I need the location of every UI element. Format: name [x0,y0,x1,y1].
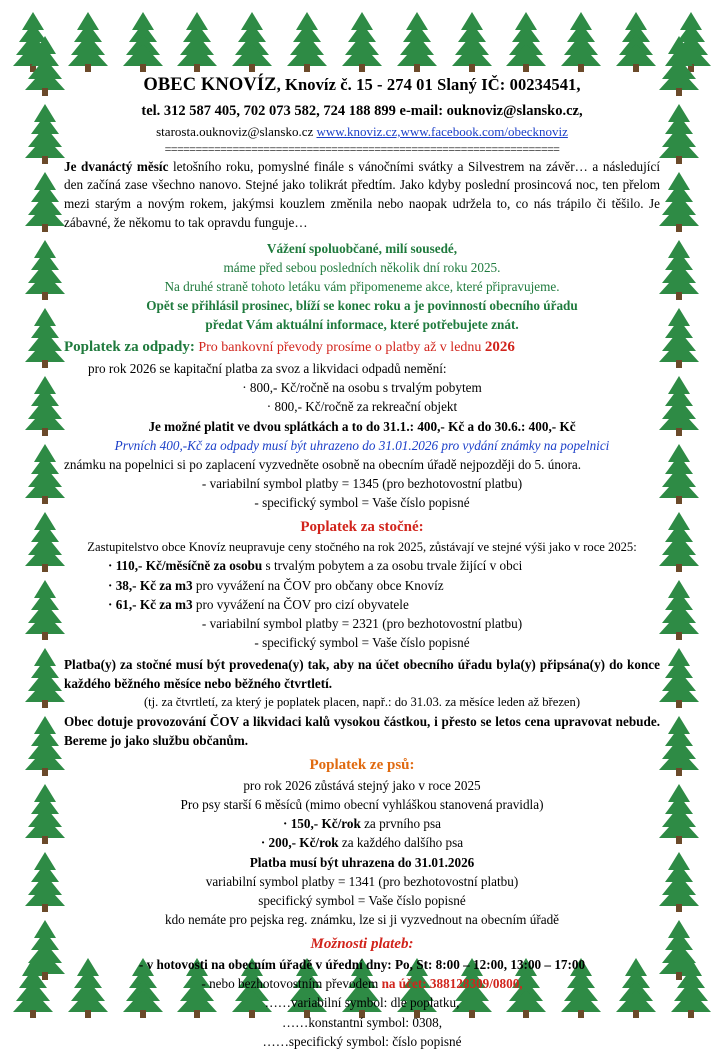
sewage-fee-bullet-2 [64,576,660,595]
fir-tree-icon [339,10,385,72]
sewage-bullet-3-amount: · 61,- Kč za m3 [108,596,193,612]
waste-fee-title [64,337,660,359]
payment-transfer-line [64,974,660,993]
sewage-subsidy-note: Obec dotuje provozování ČOV a likvidaci kalů vysokou částkou, i přesto se letos cena upravovat nebude. Bereme jo jako službu občanům. [64,713,660,748]
contact-web-line [64,122,660,142]
sewage-bullet-2-desc: pro vyvážení na ČOV pro občany obce Knovíz [192,577,444,593]
sewage-payment-deadline: Platba(y) za stočné musí být provedena(y) tak, aby na účet obecního úřadu byla(y) připsána(y) do konce každého běžného měsíce nebo běžného čtvrtletí. [64,657,660,692]
greeting-line-2: máme před sebou posledních několik dní roku 2025. [223,259,501,275]
fir-tree-icon [229,10,275,72]
fir-tree-icon [22,782,68,844]
waste-fee-bullet-2: · 800,- Kč/ročně za rekreační objekt [266,399,458,415]
waste-fee-specific-symbol: - specifický symbol = Vaše číslo popisné [254,495,470,511]
fir-tree-icon [394,10,440,72]
fir-tree-icon [284,10,330,72]
fir-tree-icon [22,374,68,436]
dog-fee-variable-symbol: variabilní symbol platby = 1341 (pro bezhotovostní platbu) [205,873,519,889]
fir-tree-icon [558,10,604,72]
fir-tree-icon [120,10,166,72]
waste-fee-line-1: pro rok 2026 se kapitační platba za svoz a likvidaci odpadů nemění: [88,361,447,377]
fir-tree-icon [656,102,702,164]
fir-tree-icon [656,782,702,844]
tree-border-top [0,6,724,76]
sewage-bullet-1-amount: · 110,- Kč/měsíčně za osobu [108,558,263,574]
fir-tree-icon [656,714,702,776]
dog-tag-info: kdo nemáte pro pejska reg. známku, lze si ji vyzvednout na obecním úřadě [164,911,560,927]
payment-transfer-prefix: - nebo bezhotovostním převodem [201,976,382,992]
intro-lead: Je dvanáctý měsíc [64,158,169,174]
fir-tree-icon [22,442,68,504]
fir-tree-icon [174,10,220,72]
fir-tree-icon [503,10,549,72]
fir-tree-icon [22,578,68,640]
fir-tree-icon [22,238,68,300]
fir-tree-icon [22,34,68,96]
fir-tree-icon [22,510,68,572]
dog-fee-line-2: Pro psy starší 6 měsíců (mimo obecní vyhláškou stanovená pravidla) [180,797,544,813]
dog-fee-specific-symbol: specifický symbol = Vaše číslo popisné [258,892,466,908]
contact-phones: tel. 312 587 405, 702 073 582, 724 188 899 e-mail: ouknoviz@slansko.cz, [141,102,583,119]
document-body [64,72,660,1051]
dog-bullet-2-desc: za každého dalšího psa [338,835,464,851]
fir-tree-icon [656,578,702,640]
sewage-variable-symbol: - variabilní symbol platby = 2321 (pro bezhotovostní platbu) [201,615,523,631]
greeting-line-3: Na druhé straně tohoto letáku vám připomeneme akce, které připravujeme. [164,278,560,294]
fir-tree-icon [22,918,68,980]
fir-tree-icon [656,442,702,504]
fir-tree-icon [22,306,68,368]
waste-fee-bullet-1: · 800,- Kč/ročně na osobu s trvalým pobytem [242,380,482,396]
greeting-line-4: Opět se přihlásil prosinec, blíží se konec roku a je povinností obecního úřadu [146,298,578,314]
sewage-fee-line-1: Zastupitelstvo obce Knovíz neupravuje ceny stočného na rok 2025, zůstávají ve stejné výši jako v roce 2025: [87,540,637,555]
fir-tree-icon [656,850,702,912]
payment-account-number: na účet: 388128309/0800, [381,976,523,992]
fir-tree-icon [22,170,68,232]
municipality-name: OBEC KNOVÍZ [143,75,277,95]
fir-tree-icon [656,918,702,980]
sewage-fee-bullet-3 [64,595,660,614]
dog-fee-bullet-1 [64,814,660,833]
sewage-bullet-3-desc: pro vyvážení na ČOV pro cizí obyvatele [192,596,409,612]
fir-tree-icon [656,170,702,232]
fir-tree-icon [656,34,702,96]
payment-specific-symbol: ……specifický symbol: číslo popisné [262,1033,462,1049]
municipality-header [64,72,660,100]
website-link[interactable]: www.knoviz.cz, [316,124,401,140]
fir-tree-icon [22,102,68,164]
greeting-line-1: Vážení spoluobčané, milí sousedé, [266,240,458,256]
intro-rest: letošního roku, pomyslné finále s vánočními svátky a Silvestrem na závěr… a následující den začíná zase všechno nanovo. Stejné jako tolikrát předtím. Jako kdyby poslední prosincová noc, ten přelom mezi starým a novým rokem, jakýmsi kouzlem změnila nebo naopak udržela to, co nás trápilo či těšilo. Je zábavné, že někomu to tak opravdu funguje… [64,158,660,230]
waste-fee-sticker-info: známku na popelnici si po zaplacení vyzvedněte osobně na obecním úřadě nejpozději do 5. února. [64,456,582,472]
waste-fee-note: Pro bankovní převody prosíme o platby až v lednu [194,340,485,356]
intro-paragraph [64,158,660,233]
sewage-quarter-example: (tj. za čtvrtletí, za který je poplatek placen, např.: do 31.03. za měsíce leden až březen) [143,695,581,710]
municipality-address: , Knovíz č. 15 - 274 01 Slaný IČ: 00234541, [276,75,581,94]
waste-fee-first-instalment: Prvních 400,-Kč za odpady musí být uhrazeno do 31.01.2026 pro vydání známky na popelnici [114,437,610,453]
dog-bullet-1-amount: · 150,- Kč/rok [283,816,361,832]
fir-tree-icon [656,238,702,300]
dog-fee-bullet-2 [64,833,660,852]
waste-fee-instalments: Je možné platit ve dvou splátkách a to do 31.1.: 400,- Kč a do 30.6.: 400,- Kč [148,418,576,434]
dog-bullet-1-desc: za prvního psa [360,816,441,832]
dog-fee-title: Poplatek ze psů: [309,757,415,773]
greeting-line-5: předat Vám aktuální informace, které potřebujete znát. [205,317,519,333]
sewage-fee-title: Poplatek za stočné: [300,519,424,536]
waste-fee-variable-symbol: - variabilní symbol platby = 1345 (pro bezhotovostní platbu) [201,475,523,491]
dog-fee-line-1: pro rok 2026 zůstává stejný jako v roce 2025 [243,778,481,793]
payment-cash-line: - v hotovosti na obecním úřadě v úřední dny: Po, St: 8:00 – 12:00, 13:00 – 17:00 [138,957,586,973]
sewage-bullet-2-amount: · 38,- Kč za m3 [108,577,193,593]
payment-variable-symbol: ……variabilní symbol: dle poplatku, [264,995,460,1011]
waste-fee-year: 2026 [484,339,515,356]
dog-fee-deadline: Platba musí být uhrazena do 31.01.2026 [249,854,475,870]
fir-tree-icon [22,646,68,708]
payment-options-title: Možnosti plateb: [310,936,414,953]
waste-fee-heading: Poplatek za odpady: [64,339,195,356]
dog-bullet-2-amount: · 200,- Kč/rok [260,835,339,851]
sewage-specific-symbol: - specifický symbol = Vaše číslo popisné [254,635,470,651]
payment-constant-symbol: ……konstantní symbol: 0308, [281,1014,443,1030]
divider-line: ================================================================ [164,141,560,156]
fir-tree-icon [656,306,702,368]
fir-tree-icon [656,510,702,572]
fir-tree-icon [449,10,495,72]
facebook-link[interactable]: www.facebook.com/obecknoviz [400,124,568,140]
sewage-bullet-1-desc: s trvalým pobytem a za osobu trvale žijící v obci [262,558,523,574]
fir-tree-icon [22,714,68,776]
fir-tree-icon [22,850,68,912]
fir-tree-icon [656,374,702,436]
fir-tree-icon [656,646,702,708]
sewage-fee-bullet-1 [64,556,660,575]
email-starosta: starosta.ouknoviz@slansko.cz [156,124,317,140]
